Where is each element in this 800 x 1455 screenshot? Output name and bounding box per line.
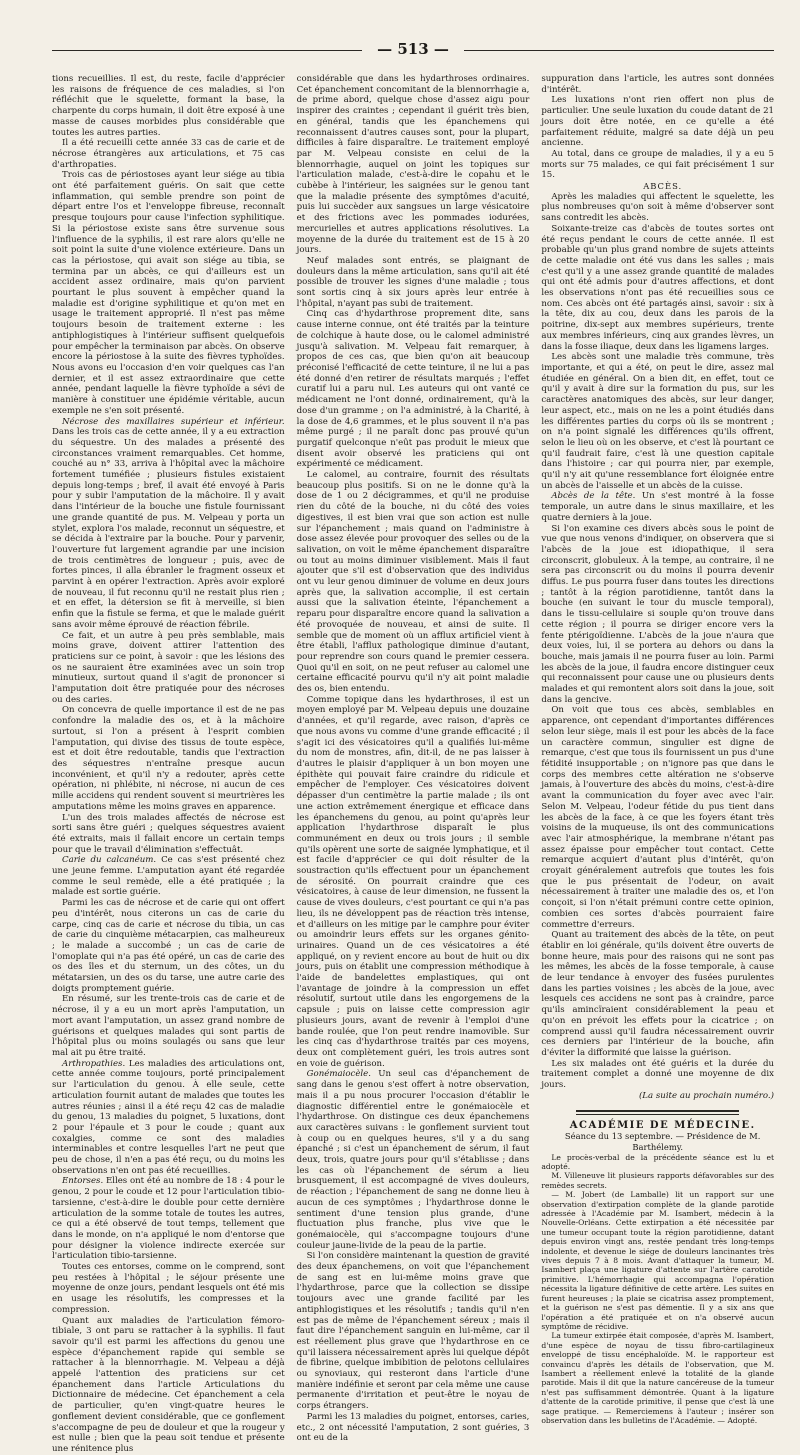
paragraph [52,1059,285,1177]
continued-note-text: (La suite au prochain numéro.) [638,1090,775,1101]
text-columns [52,74,775,1454]
header-rule-right [464,50,774,51]
paragraph: Après les maladies qui affectent le squelette, les plus nombreuses qu'on soit à même d'observer sont sans contredit les abcès. [541,191,775,224]
header-rule-left [52,50,362,51]
paragraph: Au total, dans ce groupe de maladies, il y a eu 5 morts sur 75 malades, ce qui fait précisément 1 sur 15. [541,148,775,181]
subsection-title: Gonémaiocèle. [306,1069,371,1080]
paragraph: Si l'on considère maintenant la question de gravité des deux épanchemens, on voit que l'épanchement de sang est en lui-même moins grave que l'hydarthrose, parce que la collection se dissipe toujours avec une grande facilité par les antiphlogistiques et les résolutifs ; tandis qu'il n'en est pas de même de l'épanchement séreux ; mais il faut dire l'épanchement sanguin en lui-même, car il est réellement plus grave que l'hydarthrose en ce qu'il laissera nécessairement après lui quelque dépôt de fibrine, quelque imbibition de pelotons cellulaires ou synoviaux, qui resteront dans l'article d'une manière indéfinie et seront par cela même une cause permanente d'irritation et peut-être le noyau de corps étrangers. [296,1251,530,1412]
seance-line: Séance du 13 septembre. — Présidence de M. Barthélemy. [564,1131,761,1152]
column-1 [52,74,285,1454]
paragraph [541,491,774,523]
subsection-title: Arthropathies. [62,1058,126,1069]
paragraph-text: Ce cas s'est présenté chez une jeune femme. L'amputation ayant été regardée comme le seul remède, elle a été pratiquée ; la malade est sortie guérie. [52,855,285,898]
paragraph: Les six malades ont été guéris et la durée du traitement complet a donné une moyenne de dix jours. [541,1058,775,1091]
paragraph: Il a été recueilli cette année 33 cas de carie et de nécrose étrangères aux articulations, et 75 cas d'arthropaties. [52,138,285,170]
paragraph-text: Dans les trois cas de cette année, il y a eu extraction du séquestre. Un des malades a présenté des circonstances vraiment remarquables. Cet homme, couché au n° 33, arriva à l'hôpital avec la mâchoire fortement tuméfiée ; plusieurs fistules existaient depuis long-temps ; bref, il avait été envoyé à Paris pour y subir l'amputation de la mâchoire. Il y avait dans l'intérieur de la bouche une fistule fournissant une grande quantité de pus. M. Velpeau y porta un stylet, explora l'os malade, reconnut un séquestre, et se décida à l'extraire par la bouche. Pour y parvenir, l'ouverture fut largement agrandie par une incision de trois centimètres de longueur ; puis, avec de fortes pinces, il alla ébranler le fragment osseux et parvint à en opérer l'extraction. Après avoir exploré de nouveau, il fut reconnu qu'il ne restait plus rien ; et en effet, la détersion se fit à merveille, si bien enfin que la fistule se ferma, et que le malade guérit sans avoir même éprouvé de réaction fébrile. [52,427,285,630]
paragraph: Trois cas de périostoses ayant leur siége au tibia ont été parfaitement guéris. On sait que cette inflammation, qui semble prendre son point de départ entre l'os et l'enveloppe fibreuse, reconnaît presque toujours pour cause l'infection syphilitique. Si la périostose existe sans être survenue sous l'influence de la syphilis, il est rare alors qu'elle ne soit point la suite d'une violence extérieure. Dans un cas la périostose, qui avait son siége au tibia, se termina par un abcès, ce qui d'ailleurs est un accident assez ordinaire, mais qu'on parvient pourtant le plus souvent à empêcher quand la maladie est d'origine syphilitique et qu'on met en usage le traitement approprié. Il n'est pas même toujours besoin de traitement externe : les antiphlogistiques à l'intérieur suffisent quelquefois pour empêcher la terminaison par abcès. On observe encore la périostose à la suite des fièvres typhoïdes. Nous avons eu l'occasion d'en voir quelques cas l'an dernier, et il est assez extraordinaire que cette année, pendant laquelle la fièvre typhoïde a sévi de manière à constituer une épidémie véritable, aucun exemple ne s'en soit présenté. [52,170,285,416]
section-separator [576,1110,739,1115]
page-number: — 513 — [377,40,449,58]
paragraph-text: Les maladies des articulations ont, cette année comme toujours, porté principalement sur l'articulation du genou. À elle seule, cette articulation fournit autant de malades que toutes les autres réunies ; ainsi il a été reçu 42 cas de maladie du genou, 13 maladies du poignet, 5 luxations, dont 2 pour l'épaule et 3 pour le coude ; quant aux coxalgies, comme ce sont des maladies interminables et contre lesquelles l'art ne peut que peu de chose, il n'en a pas été reçu, ou du moins les observations n'en ont pas été recueillies. [52,1058,285,1176]
paragraph: En résumé, sur les trente-trois cas de carie et de nécrose, il y a eu un mort après l'amputation, un mort avant l'amputation, un assez grand nombre de guérisons et quelques malades qui sont partis de l'hôpital plus ou moins soulagés ou sans que leur mal ait pu être traité. [52,994,285,1058]
paragraph: Neuf malades sont entrés, se plaignant de douleurs dans la même articulation, sans qu'il ait été possible de trouver les signes d'une maladie ; tous sont sortis cinq à six jours après leur entrée à l'hôpital, n'ayant pas subi de traitement. [296,255,530,309]
paragraph: Quant au traitement des abcès de la tête, on peut établir en loi générale, qu'ils doivent être ouverts de bonne heure, mais pour des raisons qui ne sont pas les mêmes, les abcès de la fosse temporale, à cause de leur tendance à envoyer des fusées purulentes dans les parties voisines ; les abcès de la joue, avec lesquels ces accidens ne sont pas à craindre, parce qu'ils amincïraient considérablement la peau et qu'on en prévoit les effets pour la cicatrice ; on comprend aussi qu'il faudra nécessairement ouvrir ces derniers par l'intérieur de la bouche, afin d'éviter la difformité que laisse la guérison. [541,930,775,1058]
paragraph [297,1069,530,1251]
paragraph: Parmi les 13 maladies du poignet, entorses, caries, etc., 2 ont nécessité l'amputation, 2 sont guéries, 3 ont eu de la [296,1411,530,1444]
paragraph: Les abcès sont une maladie très commune, très importante, et qui a été, on peut le dire, assez mal étudiée en général. On a bien dit, en effet, tout ce qu'il y avait à dire sur la formation du pus, sur les caractères anatomiques des abcès, sur leur danger, leur aspect, etc., mais on ne les a point étudiés dans les différentes parties du corps où ils se montrent ; on n'a point signalé les différences qu'ils offrent, selon le lieu où on les observe, et c'est là pourtant ce qu'il faudrait faire, c'est là une question capitale dans l'histoire ; car qui pourra nier, par exemple, qu'il n'y ait qu'une ressemblance fort éloignée entre un abcès de l'aisselle et un abcès de la cuisse. [541,352,775,491]
paragraph: suppuration dans l'article, les autres sont données d'intérêt. [541,74,775,95]
paragraph: Toutes ces entorses, comme on le comprend, sont peu restées à l'hôpital ; le séjour présente une moyenne de onze jours, pendant lesquels ont été mis en usage les résolutifs, les compresses et la compression. [52,1262,285,1315]
paragraph-text: Un seul cas d'épanchement de sang dans le genou s'est offert à notre observation, mais il a pu nous procurer l'occasion d'établir le diagnostic différentiel entre le gonémaiocèle et l'hydarthrose. On distingue ces deux épanchemens aux caractères suivans : le gonflement survient tout à coup ou en quelques heures, s'il y a du sang épanché ; si c'est un épanchement de sérum, il faut deux, trois, quatre jours pour qu'il s'établisse ; dans les cas où l'épanchement de sérum a lieu brusquement, il est accompagné de vives douleurs, de réaction ; l'épanchement de sang ne donne lieu à aucun de ces symptômes ; l'hydarthrose donne le sentiment d'une tension plus grande, d'une fluctuation plus franche, plus vive que le gonémaiocèle, qui s'accompagne toujours d'une couleur jaune-livide de la peau de la partie. [296,1069,530,1251]
paragraph: tions recueillies. Il est, du reste, facile d'apprécier les raisons de fréquence de ces maladies, si l'on réfléchit que le squelette, formant la base, la charpente du corps humain, il doit être exposé à une masse de causes morbides plus considérable que toutes les autres parties. [52,74,285,138]
paragraph: On voit que tous ces abcès, semblables en apparence, ont cependant d'importantes différences selon leur siège, mais il est pour les abcès de la face un caractère commun, singulier est digne de remarque, c'est que tous ils fournissent un pus d'une fétidité insupportable ; on n'ignore pas que dans le corps des membres cette altération ne s'observe jamais, à l'ouverture des abcès du moins, c'est-à-dire avant la communication du foyer avec avec l'air. Selon M. Velpeau, l'odeur fétide du pus tient dans les abcès de la face, à ce que les foyers étant très voisins de la muqueuse, ils ont des communications avec l'air atmosphérique, la membrane n'étant pas assez épaisse pour empêcher tout contact. Cette remarque acquiert d'autant plus d'intérêt, qu'on croyait généralement autrefois que toutes les fois que le pus présentait de l'odeur, on avait nécessairement à traiter une maladie des os, et l'on conçoit, si l'on n'était prémuni contre cette opinion, combien ces sortes d'abcès pourraient faire commettre d'erreurs. [541,705,775,930]
subsection-title: Nécrose des maxillaires supérieur et inférieur. [62,416,285,427]
column-3 [541,74,775,1425]
paragraph-text: Un s'est montré à la fosse temporale, un autre dans le sinus maxillaire, et les quatre derniers à la joue. [541,491,775,523]
paragraph: On concevra de quelle importance il est de ne pas confondre la maladie des os, et à la mâchoire surtout, si l'on a présent à l'esprit combien l'amputation, qui divise des tissus de toute espèce, est et doit être redoutable, tandis que l'extraction des séquestres n'entraîne presque aucun inconvénient, et qu'il n'y a redouter, après cette opération, ni phlébite, ni nécrose, ni aucun de ces mille accidens qui rendent souvent si meurtrières les amputations même les moins graves en apparence. [52,705,285,812]
paragraph: La tumeur extirpée était composée, d'après M. Isambert, d'une espèce de noyau de tissu fibro-cartilagineux enveloppé de tissu encéphaloïde. M. le rapporteur est convaincu d'après les détails de l'observation, que M. Isambert a réellement enlevé la totalité de la glande parotide. Mais il dit que la nature cancéreuse de la tumeur n'est pas suffisamment démontrée. Quant à la ligature d'attente de la carotide primitive, il pense que c'est là une sage pratique. — Remerciemens à l'auteur ; insérer son observation dans les bulletins de l'Académie. — Adopté. [541,1331,775,1425]
page-header [52,40,774,60]
paragraph: Soixante-treize cas d'abcès de toutes sortes ont été reçus pendant le cours de cette année. Il est probable qu'un plus grand nombre de sujets atteints de cette maladie ont été vus dans les salles ; mais c'est qu'il y a une assez grande quantité de malades qui ont été admis pour d'autres affections, et dont les observations n'ont pas été recueillies sous ce nom. Ces abcès ont été partagés ainsi, savoir : six à la tête, dix au cou, deux dans les parois de la poitrine, dix-sept aux membres supérieurs, trente aux membres inférieurs, cinq aux grandes lèvres, un dans la fosse iliaque, deux dans les ligamens larges. [541,223,775,352]
paragraph: M. Villeneuve lit plusieurs rapports défavorables sur des remèdes secrets. [541,1171,775,1190]
paragraph: Comme topique dans les hydarthroses, il est un moyen employé par M. Velpeau depuis une douzaine d'années, et qu'il regarde, avec raison, d'après ce que nous avons vu comme d'une grande efficacité ; il s'agit ici des vésicatoires qu'il a qualifiés lui-même du nom de monstres, afin, dit-il, de ne pas laisser à d'autres le plaisir d'appliquer à un bon moyen une épithète qui pouvait faire craindre du ridicule et empêcher de l'employer. Ces vésicatoires doivent dépasser d'un centimètre la partie malade ; ils ont une action extrêmement énergique et efficace dans les épanchemens du genou, au point qu'après leur application l'hydarthrose disparaît le plus communément en deux ou trois jours ; il semble qu'ils opèrent une sorte de saignée lymphatique, et il est facile d'apprécier ce qui doit résulter de la soustraction qu'ils effectuent pour un épanchement de sérosité. On pourrait craindre que ces vésicatoires, à cause de leur dimension, ne fussent la cause de vives douleurs, c'est pourtant ce qui n'a pas lieu, ils ne développent pas de réaction très intense, et d'ailleurs on les mitige par le camphre pour éviter ou amoindrir leurs effets sur les organes génito-urinaires. Quand un de ces vésicatoires a été appliqué, on y revient encore au bout de huit ou dix jours, puis on établit une compression méthodique à l'aide de bandelettes emplastiques, qui ont l'avantage de joindre à la compression un effet résolutif, surtout utile dans les engorgemens de la capsule ; puis on laisse cette compression agir plusieurs jours, avant de revenir à l'emploi d'une bande roulée, que l'on peut rendre inamovible. Sur les cinq cas d'hydarthrose traités par ces moyens, deux ont complètement guéri, les trois autres sont en voie de guérison. [296,694,530,1069]
paragraph [52,417,285,631]
paragraph: considérable que dans les hydarthroses ordinaires. Cet épanchement concomitant de la blennorrhagie a, de prime abord, quelque chose d'assez aigu pour inspirer des craintes ; cependant il guérit très bien, en général, tandis que les épanchemens qui reconnaissent d'autres causes sont, pour la plupart, difficiles à faire disparaître. Le traitement employé par M. Velpeau consiste en celui de la blennorrhagie, auquel on joint les topiques sur l'articulation malade, c'est-à-dire le copahu et le cubèbe à l'intérieur, les saignées sur le genou tant que la maladie présente des symptômes d'acuité, puis lui succèder aux sangsues un large vésicatoire et des frictions avec les pommades iodurées, mercurielles et autres applications résolutives. La moyenne de la durée du traitement est de 15 à 20 jours. [296,74,530,256]
subsection-title: Abcès de la tête. [551,491,636,502]
section-heading-abces: ABCÈS. [643,181,683,192]
paragraph: Les luxations n'ont rien offert non plus de particulier. Une seule luxation du coude datant de 21 jours doit être notée, en ce qu'elle a été parfaitement réduite, malgré sa date déjà un peu ancienne. [541,95,775,149]
paragraph: Cinq cas d'hydarthrose proprement dite, sans cause interne connue, ont été traités par la teinture de colchique à haute dose, ou le calomel administré jusqu'à salivation. M. Velpeau fait remarquer, à propos de ces cas, que bien qu'on ait beaucoup préconisé l'efficacité de cette teinture, il ne lui a pas été donné d'en retirer de résultats marqués ; l'effet curatif lui a paru nul. Les auteurs qui ont vanté ce médicament ne l'ont donné, ordinairement, qu'à la dose d'un gramme ; on l'a administré, à la Charité, à la dose de 4,6 grammes, et le plus souvent il n'a pas même purgé ; il ne paraît donc pas prouvé qu'un purgatif quelconque n'eût pas produit le mieux que disent avoir observé les praticiens qui ont expérimenté ce médicament. [296,309,530,470]
column-2 [296,74,530,1444]
paragraph: — M. Jobert (de Lamballe) lit un rapport sur une observation d'extirpation complète de la glande parotide adressée à l'Académie par M. Isambert, médecin à la Nouvelle-Orléans. Cette extirpation a été nécessitée par une tumeur occupant toute la région parotidienne, datant depuis environ vingt ans, restée pendant très long-temps indolente, et devenue le siége de douleurs lancinantes très vives depuis 7 à 8 mois. Avant d'attaquer la tumeur, M. Isambert plaça une ligature d'attente sur l'artère carotide primitive. L'hémorrhagie qui accompagna l'opération nécessita la ligature définitive de cette artère. Les suites en furent heureuses ; la plaie se cicatrisa assez promptement, et la guérison ne s'est pas démentie. Il y a six ans que l'opération a été pratiquée et on n'a observé aucun symptôme de récidive. [541,1190,775,1331]
paragraph [52,1176,285,1262]
paragraph: Le calomel, au contraire, fournit des résultats beaucoup plus positifs. Si on ne le donne qu'à la dose de 1 ou 2 décigrammes, et qu'il ne produise rien du côté de la bouche, ni du côté des voies digestives, il est bien vrai que son action est nulle sur l'épanchement ; mais quand on l'administre à dose assez élevée pour provoquer des selles ou de la salivation, on voit le même épanchement disparaître ou tout au moins diminuer visiblement. Mais il faut ajouter que s'il est d'observation que des individus ont vu leur genou diminuer de volume en deux jours après que, la salivation accomplie, il est certain aussi que la salivation éteinte, l'épanchement a reparu pour disparaître encore quand la salivation a été provoquée de nouveau, et ainsi de suite. Il semble que de moment où un afflux artificiel vient à être établi, l'afflux pathologique diminue d'autant, pour reprendre son cours quand le premier cessera. Quoi qu'il en soit, on ne peut refuser au calomel une certaine efficacité pourvu qu'il n'y ait point maladie des os, bien entendu. [296,470,530,695]
subsection-title: Carie du calcanéum. [62,855,157,866]
paragraph: Parmi les cas de nécrose et de carie qui ont offert peu d'intérêt, nous citerons un cas de carie du carpe, cinq cas de carie et nécrose du tibia, un cas de carie du cinquième métacarpien, cas malheureux ; le malade a succombé ; un cas de carie de l'omoplate qui n'a pas été opéré, un cas de carie des os des îles et du sternum, un des côtes, un du métatarsien, un des os du tarse, une autre carie des doigts promptement guérie. [52,898,285,994]
paragraph: Le procès-verbal de la précédente séance est lu et adopté. [541,1152,775,1172]
paragraph: L'un des trois malades affectés de nécrose est sorti sans être guéri ; quelques séquestres avaient été extraits, mais il fallait encore un certain temps pour que le travail d'élimination s'effectuât. [52,812,285,855]
paragraph-text: Elles ont été au nombre de 18 : 4 pour le genou, 2 pour le coude et 12 pour l'articulation tibio-tarsienne, c'est-à-dire le double pour cette dernière articulation de la somme totale de toutes les autres, ce qui a été observé de tout temps, tellement que dans le monde, on n'a appliqué le nom d'entorse que pour désigner la violence indirecte exercée sur l'articulation tibio-tarsienne. [52,1176,285,1262]
paragraph: Ce fait, et un autre à peu près semblable, mais moins grave, doivent attirer l'attention des praticiens sur ce point, à savoir : que les lésions des os ne sauraient être examinées avec un soin trop minutieux, surtout quand il s'agit de prononcer si l'amputation doit être pratiquée pour des nécroses ou des caries. [52,630,285,705]
paragraph: Quant aux maladies de l'articulation fémoro-tibiale, 3 ont paru se rattacher à la syphilis. Il faut savoir qu'il est parmi les affections du genou une espèce d'épanchement rapide qui semble se rattacher à la blennorrhagie. M. Velpeau a déjà appelé l'attention des praticiens sur cet épanchement dans l'article Articulations du Dictionnaire de médecine. Cet épanchement a cela de particulier, qu'en vingt-quatre heures le gonflement devient considérable, que ce gonflement s'accompagne de peu de douleur et que la rougeur y est nulle ; bien que la peau soit tendue et présente une rénitence plus [52,1315,285,1454]
continued-note [541,1091,774,1102]
section-heading-academie: ACADÉMIE DE MÉDECINE. [569,1119,756,1131]
subsection-title: Entorses. [62,1176,104,1187]
paragraph [52,855,285,898]
paragraph: Si l'on examine ces divers abcès sous le point de vue que nous venons d'indiquer, on observera que si l'abcès de la joue est idiopathique, il sera circonscrit, globuleux. À la tempe, au contraire, il ne sera pas circonscrit ou du moins il pourra devenir diffus. Le pus pourra fuser dans toutes les directions ; tantôt à la région parotidienne, tantôt dans la bouche (en suivant le tour du muscle temporal), dans le tissu-cellulaire si souple qu'on trouve dans cette région ; il pourra se diriger encore vers la fente ptérigoïdienne. L'abcès de la joue n'aura que deux voies, lui, il se portera au dehors ou dans la bouche, mais jamais il ne pourra fuser au loin. Parmi les abcès de la joue, il faudra encore distinguer ceux qui reconnaissent pour cause une ou plusieurs dents malades et qui remontent alors soit dans la joue, soit dans la gencive. [541,523,775,705]
